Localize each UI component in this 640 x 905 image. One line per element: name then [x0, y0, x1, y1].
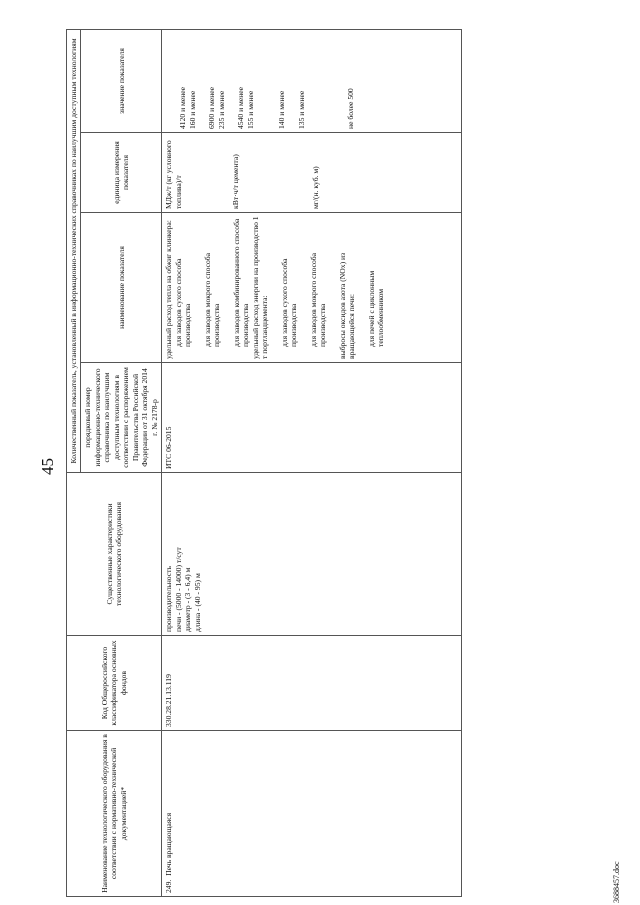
header-name: Наименование технологического оборудования в соответствии с нормативно-технической документацией*	[67, 731, 162, 897]
row-name: Печь вращающаяся	[164, 812, 174, 876]
indicator-nox-cyclone: для печей с циклонным теплообменником	[366, 270, 386, 347]
feature-2: печи - (5000 - 14000) т/сут	[173, 547, 183, 632]
value-nox-cyclone: не более 500	[346, 88, 356, 129]
row-values	[162, 29, 462, 132]
page-number: 45	[38, 458, 57, 475]
header-ref: порядковый номер информационно-технического справочника по наилучшим доступным технологиям в соответствии с распоряжением Правительства Российской Федерации от 31 октября 2014 г. № 2178-р	[81, 363, 162, 473]
feature-1: производительность	[164, 566, 174, 632]
header-indicator: наименование показателя	[81, 213, 162, 363]
row-number: 249.	[164, 879, 174, 893]
value-combined-2: 155 и менее	[245, 90, 255, 129]
header-features: Существенные характеристики технологического оборудования	[67, 473, 162, 636]
value-heat-dry-2: 160 и менее	[187, 90, 197, 129]
header-code: Код Общероссийского классификатора основных фондов	[67, 636, 162, 731]
indicator-heat: удельный расход тепла на обжиг клинкера:	[164, 220, 174, 359]
header-value: значение показателя	[81, 29, 162, 132]
feature-4: длина - (40 - 95) м	[192, 573, 202, 632]
indicator-nox: выбросы оксидов азота (NOx) из вращающейся печи:	[337, 252, 357, 359]
value-heat-wet: 6900 и менее	[207, 86, 217, 129]
unit-energy: кВт·ч/т цемента)	[231, 154, 241, 209]
indicator-energy-wet: для заводов мокрого способа производства	[308, 253, 328, 347]
value-combined: 4540 и менее	[236, 86, 246, 129]
row-name-cell	[162, 731, 462, 897]
value-heat-dry: 4120 и менее	[178, 86, 188, 129]
doc-id: 3688457.doc	[612, 861, 621, 903]
row-features	[162, 473, 462, 636]
indicator-combined: для заводов комбинированного способа производства	[231, 218, 251, 347]
header-row-1	[67, 29, 81, 896]
unit-heat: МДж/т (кг условного топлива)/т	[164, 140, 183, 209]
header-group: Количественный показатель, установленный в информационно-технических справочниках по наилучшим доступным технологиям	[67, 29, 81, 472]
value-energy-wet: 135 и менее	[296, 90, 306, 129]
indicator-heat-wet: для заводов мокрого способа производства	[202, 253, 222, 347]
row-code: 330.28.21.13.119	[162, 636, 462, 731]
indicator-energy: удельный расход энергии на производство 1 т портландцемента:	[250, 216, 270, 359]
row-units	[162, 133, 462, 213]
equipment-table	[66, 29, 462, 897]
unit-nox: мг/(н. куб. м)	[310, 166, 320, 209]
table-row	[162, 29, 462, 896]
header-unit: единица измерения показателя	[81, 133, 162, 213]
value-energy-dry: 140 и менее	[277, 90, 287, 129]
value-heat-wet-2: 235 и менее	[216, 90, 226, 129]
indicator-heat-dry: для заводов сухого способа производства	[173, 258, 193, 347]
feature-3: диаметр - (3 - 6,4) м	[183, 567, 193, 632]
indicator-energy-dry: для заводов сухого способа производства	[279, 258, 299, 347]
row-indicators	[162, 213, 462, 363]
row-ref: ИТС 06-2015	[162, 363, 462, 473]
